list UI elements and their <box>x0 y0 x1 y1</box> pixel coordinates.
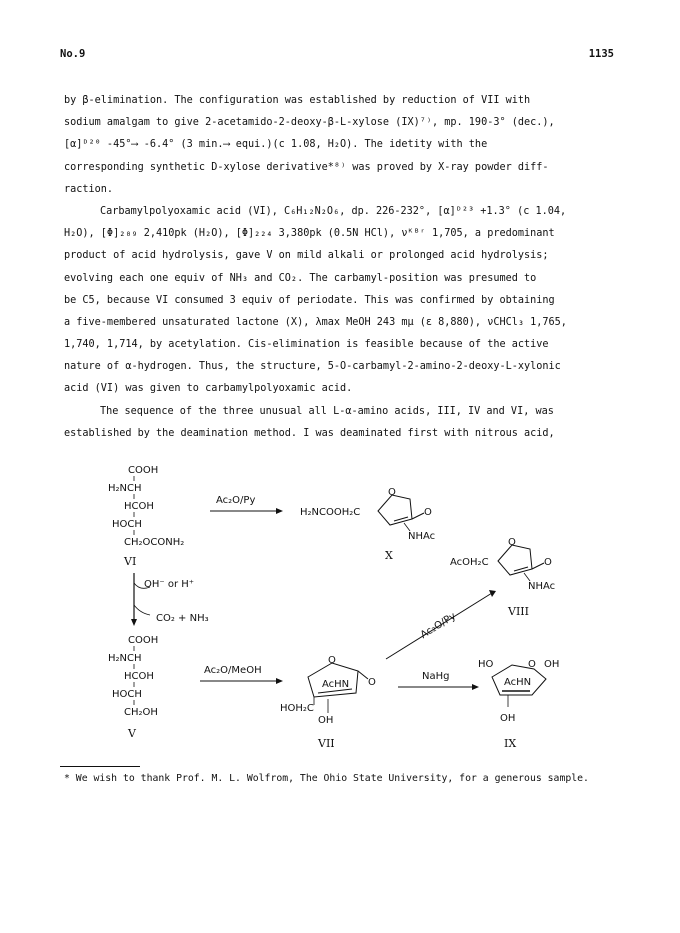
viii-nhac: NHAc <box>528 581 556 592</box>
label-x: X <box>385 549 393 562</box>
compound-vi <box>108 465 184 568</box>
carbonyl-oxygen: O <box>424 507 432 518</box>
vi-line: CH₂OCONH₂ <box>124 537 185 548</box>
text-line: established by the deamination method. I was deaminated first with nitrous acid, <box>64 427 555 439</box>
byproducts: CO₂ + NH₃ <box>156 613 209 624</box>
label-v: V <box>128 727 136 740</box>
ring-oxygen: O <box>528 659 536 670</box>
ix-ho: HO <box>478 659 494 670</box>
reagent-ac2o-py: Ac₂O/Py <box>216 495 256 506</box>
label-ix: IX <box>504 737 517 750</box>
label-viii: VIII <box>508 605 529 618</box>
reagent-ac2o-py-diagonal: Ac₂O/Py <box>418 610 458 641</box>
vi-line: HCOH <box>124 501 154 512</box>
reaction-scheme-svg <box>100 455 620 775</box>
text-line: [α]ᴰ²⁰ -45°⟶ -6.4° (3 min.⟶ equi.)(c 1.08, H₂O). The idetity with the <box>64 139 488 151</box>
vii-substituent: HOH₂C <box>280 703 314 714</box>
carbonyl-oxygen: O <box>368 677 376 688</box>
compound-x <box>300 487 435 562</box>
viii-substituent: AcOH₂C <box>450 557 489 568</box>
running-header-journal: No.9 <box>60 48 86 60</box>
text-line: by β-elimination. The configuration was established by reduction of VII with <box>64 95 531 106</box>
v-line: HOCH <box>112 689 142 700</box>
reagent-ac2o-meoh: Ac₂O/MeOH <box>204 665 262 676</box>
text-line: nature of α-hydrogen. Thus, the structure, 5-O-carbamyl-2-amino-2-deoxy-L-xylonic <box>64 361 561 373</box>
text-line: H₂O), [Φ]₂₀₉ 2,410pk (H₂O), [Φ]₂₂₄ 3,380pk (0.5N HCl), νᴷᴮʳ 1,705, a predominant <box>64 228 555 240</box>
reagent-nahg: NaHg <box>422 671 450 682</box>
carbonyl-oxygen: O <box>544 557 552 568</box>
page-number: 1135 <box>588 48 614 60</box>
text-line: The sequence of the three unusual all L-α-amino acids, III, IV and VI, was <box>100 405 554 417</box>
body-text <box>64 90 624 445</box>
text-line: evolving each one equiv of NH₃ and CO₂. The carbamyl-position was presumed to <box>64 272 537 284</box>
text-line: a five-membered unsaturated lactone (X), λmax MeOH 243 mμ (ε 8,880), νCHCl₃ 1,765, <box>64 316 567 328</box>
v-line: H₂NCH <box>108 653 142 664</box>
compound-v <box>108 635 158 740</box>
text-line: acid (VI) was given to carbamylpolyoxamic acid. <box>64 383 353 395</box>
v-line: HCOH <box>124 671 154 682</box>
text-line: product of acid hydrolysis, gave V on mild alkali or prolonged acid hydrolysis; <box>64 250 549 262</box>
reagent-hydrolysis: OH⁻ or H⁺ <box>144 579 195 590</box>
ix-oh: OH <box>544 659 560 670</box>
vii-oh: OH <box>318 715 334 726</box>
compound-vii <box>280 655 376 750</box>
compound-ix <box>478 659 559 750</box>
footnote-rule <box>60 766 140 767</box>
ring-oxygen: O <box>328 655 336 666</box>
ring-oxygen: O <box>508 537 516 548</box>
ix-oh-bottom: OH <box>500 713 516 724</box>
label-vi: VI <box>124 555 137 568</box>
reaction-scheme <box>100 455 620 775</box>
v-line: COOH <box>128 635 159 646</box>
vi-line: HOCH <box>112 519 142 530</box>
text-line: raction. <box>64 183 114 195</box>
footnote: * We wish to thank Prof. M. L. Wolfrom, The Ohio State University, for a generous sample. <box>64 773 589 784</box>
text-line: Carbamylpolyoxamic acid (VI), C₆H₁₂N₂O₆, dp. 226-232°, [α]ᴰ²³ +1.3° (c 1.04, <box>100 205 567 217</box>
text-line: sodium amalgam to give 2-acetamido-2-deoxy-β-L-xylose (IX)⁷⁾, mp. 190-3° (dec.), <box>64 117 555 129</box>
vii-achn: AcHN <box>322 679 350 690</box>
x-nhac: NHAc <box>408 531 436 542</box>
vi-line: COOH <box>128 465 159 476</box>
compound-viii <box>450 537 555 618</box>
text-line: corresponding synthetic D-xylose derivative*⁸⁾ was proved by X-ray powder diff- <box>64 161 549 173</box>
label-vii: VII <box>318 737 335 750</box>
ring-oxygen: O <box>388 487 396 498</box>
ix-achn: AcHN <box>504 677 532 688</box>
text-line: be C5, because VI consumed 3 equiv of periodate. This was confirmed by obtaining <box>64 294 555 306</box>
text-line: 1,740, 1,714, by acetylation. Cis-elimination is feasible because of the active <box>64 339 549 351</box>
v-line: CH₂OH <box>124 707 158 718</box>
vi-line: H₂NCH <box>108 483 142 494</box>
x-substituent: H₂NCOOH₂C <box>300 507 361 518</box>
